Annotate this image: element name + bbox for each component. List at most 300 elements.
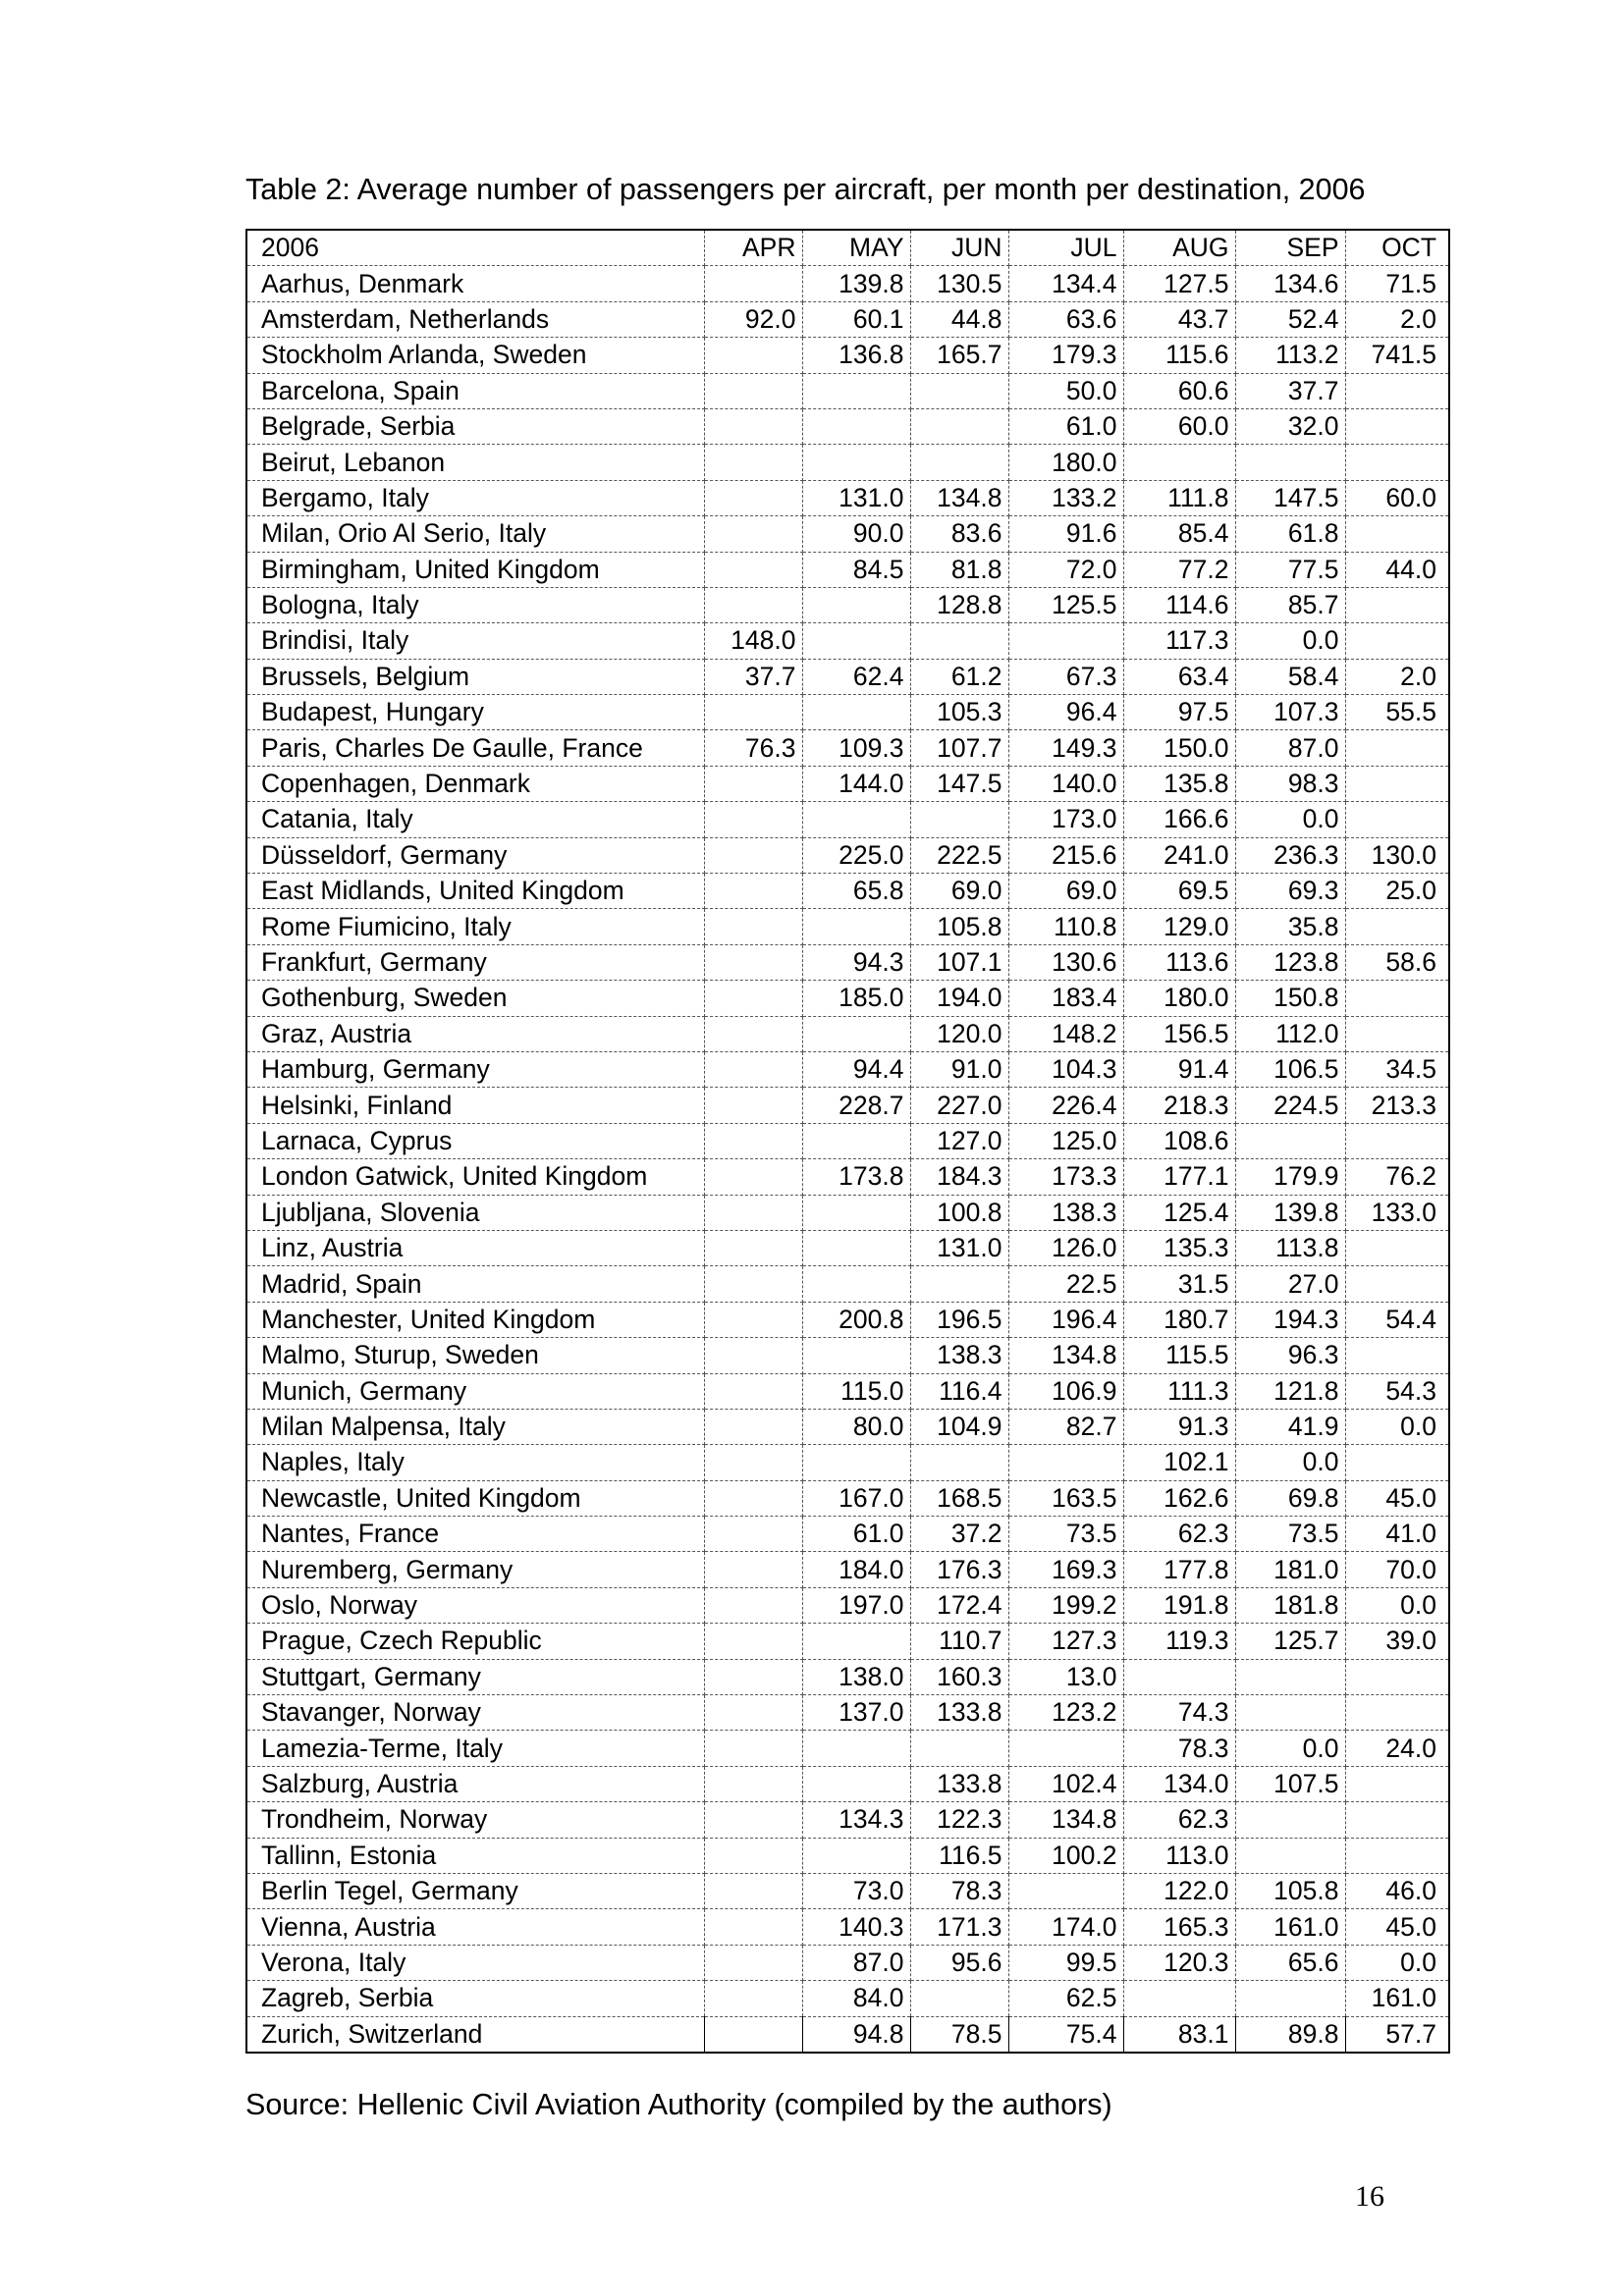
value-cell	[1345, 1695, 1449, 1731]
table-row	[246, 552, 1449, 587]
table-row	[246, 1123, 1449, 1158]
value-cell: 58.6	[1345, 944, 1449, 980]
table-row	[246, 1659, 1449, 1694]
value-cell: 97.5	[1123, 695, 1235, 730]
value-cell: 44.0	[1345, 552, 1449, 587]
value-cell: 69.8	[1235, 1480, 1345, 1516]
value-cell	[1345, 802, 1449, 837]
table-row	[246, 480, 1449, 515]
value-cell: 62.3	[1123, 1517, 1235, 1552]
value-cell: 127.3	[1008, 1624, 1123, 1659]
value-cell: 120.0	[910, 1016, 1008, 1051]
value-cell: 24.0	[1345, 1731, 1449, 1766]
value-cell	[704, 1373, 802, 1409]
value-cell: 32.0	[1235, 408, 1345, 444]
value-cell: 85.7	[1235, 587, 1345, 622]
value-cell	[704, 1480, 802, 1516]
value-cell	[704, 1445, 802, 1480]
value-cell: 161.0	[1235, 1909, 1345, 1945]
destination-cell: Zurich, Switzerland	[246, 2016, 704, 2053]
value-cell: 197.0	[802, 1587, 910, 1623]
value-cell: 116.4	[910, 1373, 1008, 1409]
value-cell: 78.3	[1123, 1731, 1235, 1766]
destination-cell: Zagreb, Serbia	[246, 1981, 704, 2016]
table-row	[246, 1802, 1449, 1838]
value-cell: 85.4	[1123, 516, 1235, 552]
value-cell: 168.5	[910, 1480, 1008, 1516]
table-row	[246, 408, 1449, 444]
table-row	[246, 1088, 1449, 1123]
value-cell: 61.0	[1008, 408, 1123, 444]
table-title: Table 2: Average number of passengers per aircraft, per month per destination, 2006	[245, 173, 1366, 206]
value-cell	[704, 445, 802, 480]
destination-cell: Bologna, Italy	[246, 587, 704, 622]
value-cell	[704, 1945, 802, 1980]
value-cell: 83.6	[910, 516, 1008, 552]
value-cell	[704, 944, 802, 980]
value-cell	[802, 1445, 910, 1480]
value-cell: 180.0	[1123, 981, 1235, 1016]
table-row	[246, 1873, 1449, 1908]
value-cell: 228.7	[802, 1088, 910, 1123]
value-cell: 113.6	[1123, 944, 1235, 980]
table-row	[246, 1195, 1449, 1230]
value-cell: 133.0	[1345, 1195, 1449, 1230]
value-cell: 179.9	[1235, 1159, 1345, 1195]
destination-cell: Amsterdam, Netherlands	[246, 301, 704, 337]
value-cell: 41.0	[1345, 1517, 1449, 1552]
value-cell: 81.8	[910, 552, 1008, 587]
destination-cell: Munich, Germany	[246, 1373, 704, 1409]
table-row	[246, 1517, 1449, 1552]
value-cell: 185.0	[802, 981, 910, 1016]
value-cell: 133.8	[910, 1695, 1008, 1731]
value-cell: 123.8	[1235, 944, 1345, 980]
table-row	[246, 587, 1449, 622]
value-cell: 60.1	[802, 301, 910, 337]
value-cell	[704, 1016, 802, 1051]
value-cell	[704, 766, 802, 801]
value-cell: 104.3	[1008, 1051, 1123, 1087]
table-row	[246, 1445, 1449, 1480]
value-cell: 27.0	[1235, 1266, 1345, 1302]
value-cell: 100.2	[1008, 1838, 1123, 1873]
value-cell: 63.4	[1123, 659, 1235, 694]
value-cell	[704, 552, 802, 587]
value-cell	[704, 1159, 802, 1195]
header-row	[246, 230, 1449, 266]
table-row	[246, 695, 1449, 730]
value-cell: 62.3	[1123, 1802, 1235, 1838]
destination-cell: Verona, Italy	[246, 1945, 704, 1980]
value-cell: 165.3	[1123, 1909, 1235, 1945]
value-cell: 173.0	[1008, 802, 1123, 837]
value-cell	[704, 695, 802, 730]
value-cell: 61.8	[1235, 516, 1345, 552]
value-cell: 177.1	[1123, 1159, 1235, 1195]
value-cell	[1345, 623, 1449, 659]
value-cell: 172.4	[910, 1587, 1008, 1623]
value-cell	[1235, 1695, 1345, 1731]
value-cell	[910, 445, 1008, 480]
value-cell	[704, 480, 802, 515]
value-cell: 65.6	[1235, 1945, 1345, 1980]
value-cell: 70.0	[1345, 1552, 1449, 1587]
value-cell: 61.2	[910, 659, 1008, 694]
value-cell: 0.0	[1235, 1445, 1345, 1480]
value-cell: 13.0	[1008, 1659, 1123, 1694]
header-cell: 2006	[246, 230, 704, 266]
value-cell	[704, 1302, 802, 1337]
destination-cell: Helsinki, Finland	[246, 1088, 704, 1123]
value-cell: 176.3	[910, 1552, 1008, 1587]
table-row	[246, 1587, 1449, 1623]
value-cell	[802, 909, 910, 944]
value-cell	[1345, 1230, 1449, 1265]
value-cell: 107.7	[910, 730, 1008, 766]
value-cell: 0.0	[1235, 802, 1345, 837]
value-cell: 140.0	[1008, 766, 1123, 801]
value-cell	[1008, 1731, 1123, 1766]
value-cell: 110.8	[1008, 909, 1123, 944]
value-cell: 134.3	[802, 1802, 910, 1838]
value-cell	[802, 1624, 910, 1659]
value-cell	[1345, 1016, 1449, 1051]
table-row	[246, 802, 1449, 837]
table-row	[246, 1016, 1449, 1051]
table-row	[246, 301, 1449, 337]
value-cell	[1345, 909, 1449, 944]
value-cell: 111.3	[1123, 1373, 1235, 1409]
value-cell: 0.0	[1345, 1945, 1449, 1980]
value-cell	[704, 1552, 802, 1587]
destination-cell: Larnaca, Cyprus	[246, 1123, 704, 1158]
value-cell	[1345, 1445, 1449, 1480]
value-cell	[704, 1051, 802, 1087]
destination-cell: Stockholm Arlanda, Sweden	[246, 338, 704, 373]
value-cell: 227.0	[910, 1088, 1008, 1123]
value-cell	[1345, 373, 1449, 408]
header-cell: OCT	[1345, 230, 1449, 266]
header-cell: JUL	[1008, 230, 1123, 266]
destination-cell: Stuttgart, Germany	[246, 1659, 704, 1694]
value-cell: 125.4	[1123, 1195, 1235, 1230]
table-row	[246, 1302, 1449, 1337]
destination-cell: Tallinn, Estonia	[246, 1838, 704, 1873]
destination-cell: Paris, Charles De Gaulle, France	[246, 730, 704, 766]
destination-cell: Vienna, Austria	[246, 1909, 704, 1945]
value-cell	[802, 623, 910, 659]
value-cell: 84.0	[802, 1981, 910, 2016]
value-cell: 0.0	[1345, 1587, 1449, 1623]
value-cell	[1235, 1981, 1345, 2016]
value-cell: 135.3	[1123, 1230, 1235, 1265]
value-cell: 180.7	[1123, 1302, 1235, 1337]
value-cell	[802, 1766, 910, 1801]
table-row	[246, 1266, 1449, 1302]
value-cell	[704, 874, 802, 909]
value-cell: 102.1	[1123, 1445, 1235, 1480]
value-cell: 78.3	[910, 1873, 1008, 1908]
value-cell: 126.0	[1008, 1230, 1123, 1265]
value-cell	[1123, 445, 1235, 480]
table-row	[246, 1051, 1449, 1087]
value-cell: 133.2	[1008, 480, 1123, 515]
value-cell: 183.4	[1008, 981, 1123, 1016]
header-cell: MAY	[802, 230, 910, 266]
value-cell: 184.3	[910, 1159, 1008, 1195]
destination-cell: Milan Malpensa, Italy	[246, 1409, 704, 1444]
value-cell	[1345, 981, 1449, 1016]
value-cell: 161.0	[1345, 1981, 1449, 2016]
value-cell	[1008, 1445, 1123, 1480]
table-row	[246, 1838, 1449, 1873]
value-cell: 52.4	[1235, 301, 1345, 337]
value-cell	[1345, 1838, 1449, 1873]
value-cell: 95.6	[910, 1945, 1008, 1980]
value-cell: 136.8	[802, 338, 910, 373]
destination-cell: Nantes, France	[246, 1517, 704, 1552]
value-cell: 77.2	[1123, 552, 1235, 587]
value-cell: 105.3	[910, 695, 1008, 730]
value-cell	[910, 1981, 1008, 2016]
value-cell: 74.3	[1123, 1695, 1235, 1731]
table-row	[246, 944, 1449, 980]
value-cell: 139.8	[1235, 1195, 1345, 1230]
value-cell: 108.6	[1123, 1123, 1235, 1158]
value-cell	[1345, 1659, 1449, 1694]
value-cell	[802, 1838, 910, 1873]
value-cell: 147.5	[1235, 480, 1345, 515]
value-cell	[704, 1230, 802, 1265]
value-cell	[910, 1266, 1008, 1302]
destination-cell: Catania, Italy	[246, 802, 704, 837]
value-cell: 115.0	[802, 1373, 910, 1409]
table-row	[246, 1731, 1449, 1766]
destination-cell: Stavanger, Norway	[246, 1695, 704, 1731]
value-cell: 65.8	[802, 874, 910, 909]
value-cell: 241.0	[1123, 837, 1235, 873]
value-cell: 125.7	[1235, 1624, 1345, 1659]
value-cell: 199.2	[1008, 1587, 1123, 1623]
value-cell	[704, 2016, 802, 2053]
value-cell	[802, 1731, 910, 1766]
value-cell	[704, 1338, 802, 1373]
value-cell: 160.3	[910, 1659, 1008, 1694]
value-cell	[704, 266, 802, 301]
table-row	[246, 730, 1449, 766]
value-cell: 73.0	[802, 1873, 910, 1908]
value-cell: 34.5	[1345, 1051, 1449, 1087]
header-cell: APR	[704, 230, 802, 266]
value-cell: 741.5	[1345, 338, 1449, 373]
value-cell: 144.0	[802, 766, 910, 801]
value-cell	[704, 516, 802, 552]
value-cell: 218.3	[1123, 1088, 1235, 1123]
value-cell: 77.5	[1235, 552, 1345, 587]
value-cell: 112.0	[1235, 1016, 1345, 1051]
destination-cell: Linz, Austria	[246, 1230, 704, 1265]
destination-cell: Ljubljana, Slovenia	[246, 1195, 704, 1230]
value-cell: 92.0	[704, 301, 802, 337]
value-cell: 134.4	[1008, 266, 1123, 301]
value-cell: 105.8	[1235, 1873, 1345, 1908]
value-cell: 69.3	[1235, 874, 1345, 909]
value-cell	[704, 1731, 802, 1766]
value-cell: 57.7	[1345, 2016, 1449, 2053]
destination-cell: Brindisi, Italy	[246, 623, 704, 659]
table-row	[246, 837, 1449, 873]
destination-cell: Graz, Austria	[246, 1016, 704, 1051]
destination-cell: Belgrade, Serbia	[246, 408, 704, 444]
table-row	[246, 338, 1449, 373]
value-cell	[1123, 1659, 1235, 1694]
value-cell: 181.0	[1235, 1552, 1345, 1587]
value-cell	[802, 695, 910, 730]
table-row	[246, 1480, 1449, 1516]
value-cell: 134.8	[910, 480, 1008, 515]
table-row	[246, 1766, 1449, 1801]
value-cell	[704, 1873, 802, 1908]
value-cell: 98.3	[1235, 766, 1345, 801]
value-cell: 113.0	[1123, 1838, 1235, 1873]
value-cell	[704, 1266, 802, 1302]
value-cell: 156.5	[1123, 1016, 1235, 1051]
value-cell: 125.0	[1008, 1123, 1123, 1158]
value-cell	[704, 1088, 802, 1123]
destination-cell: Barcelona, Spain	[246, 373, 704, 408]
value-cell	[704, 1409, 802, 1444]
table-row	[246, 1909, 1449, 1945]
value-cell: 60.0	[1345, 480, 1449, 515]
destination-cell: Milan, Orio Al Serio, Italy	[246, 516, 704, 552]
value-cell: 62.4	[802, 659, 910, 694]
destination-cell: Hamburg, Germany	[246, 1051, 704, 1087]
value-cell	[704, 1123, 802, 1158]
value-cell: 73.5	[1008, 1517, 1123, 1552]
value-cell: 115.6	[1123, 338, 1235, 373]
value-cell	[1345, 1338, 1449, 1373]
destination-cell: Beirut, Lebanon	[246, 445, 704, 480]
value-cell: 110.7	[910, 1624, 1008, 1659]
value-cell: 119.3	[1123, 1624, 1235, 1659]
value-cell: 122.3	[910, 1802, 1008, 1838]
destination-cell: Lamezia-Terme, Italy	[246, 1731, 704, 1766]
value-cell: 37.7	[704, 659, 802, 694]
value-cell	[704, 1587, 802, 1623]
destination-cell: Salzburg, Austria	[246, 1766, 704, 1801]
value-cell: 73.5	[1235, 1517, 1345, 1552]
passengers-table	[245, 229, 1450, 2054]
table-row	[246, 874, 1449, 909]
value-cell: 84.5	[802, 552, 910, 587]
value-cell	[802, 1016, 910, 1051]
value-cell: 194.3	[1235, 1302, 1345, 1337]
value-cell	[1345, 766, 1449, 801]
value-cell: 148.2	[1008, 1016, 1123, 1051]
table-row	[246, 623, 1449, 659]
value-cell: 113.8	[1235, 1230, 1345, 1265]
table-row	[246, 1945, 1449, 1980]
value-cell: 87.0	[1235, 730, 1345, 766]
value-cell: 140.3	[802, 1909, 910, 1945]
value-cell: 180.0	[1008, 445, 1123, 480]
destination-cell: East Midlands, United Kingdom	[246, 874, 704, 909]
value-cell: 45.0	[1345, 1480, 1449, 1516]
value-cell: 149.3	[1008, 730, 1123, 766]
destination-cell: Prague, Czech Republic	[246, 1624, 704, 1659]
value-cell: 94.4	[802, 1051, 910, 1087]
value-cell: 104.9	[910, 1409, 1008, 1444]
value-cell	[1345, 1802, 1449, 1838]
value-cell: 162.6	[1123, 1480, 1235, 1516]
value-cell: 236.3	[1235, 837, 1345, 873]
value-cell: 82.7	[1008, 1409, 1123, 1444]
value-cell: 122.0	[1123, 1873, 1235, 1908]
value-cell: 226.4	[1008, 1088, 1123, 1123]
table-row	[246, 373, 1449, 408]
value-cell: 54.4	[1345, 1302, 1449, 1337]
destination-cell: Bergamo, Italy	[246, 480, 704, 515]
value-cell: 129.0	[1123, 909, 1235, 944]
table-row	[246, 266, 1449, 301]
value-cell: 72.0	[1008, 552, 1123, 587]
value-cell: 191.8	[1123, 1587, 1235, 1623]
destination-cell: Brussels, Belgium	[246, 659, 704, 694]
value-cell: 120.3	[1123, 1945, 1235, 1980]
value-cell: 109.3	[802, 730, 910, 766]
value-cell: 107.3	[1235, 695, 1345, 730]
table-row	[246, 1624, 1449, 1659]
value-cell	[802, 587, 910, 622]
table-row	[246, 1230, 1449, 1265]
value-cell	[1235, 1838, 1345, 1873]
table-row	[246, 659, 1449, 694]
table-row	[246, 2016, 1449, 2053]
value-cell: 54.3	[1345, 1373, 1449, 1409]
value-cell: 134.6	[1235, 266, 1345, 301]
value-cell: 102.4	[1008, 1766, 1123, 1801]
value-cell: 171.3	[910, 1909, 1008, 1945]
value-cell: 78.5	[910, 2016, 1008, 2053]
value-cell: 130.6	[1008, 944, 1123, 980]
value-cell: 177.8	[1123, 1552, 1235, 1587]
value-cell: 60.6	[1123, 373, 1235, 408]
value-cell	[802, 1230, 910, 1265]
value-cell	[1345, 408, 1449, 444]
page-number: 16	[1355, 2180, 1384, 2213]
value-cell	[704, 837, 802, 873]
value-cell: 44.8	[910, 301, 1008, 337]
value-cell: 179.3	[1008, 338, 1123, 373]
value-cell	[802, 1123, 910, 1158]
value-cell: 139.8	[802, 266, 910, 301]
value-cell: 63.6	[1008, 301, 1123, 337]
value-cell: 60.0	[1123, 408, 1235, 444]
value-cell	[802, 408, 910, 444]
value-cell	[802, 445, 910, 480]
value-cell: 50.0	[1008, 373, 1123, 408]
value-cell	[704, 587, 802, 622]
value-cell: 184.0	[802, 1552, 910, 1587]
value-cell	[1008, 1873, 1123, 1908]
value-cell	[704, 338, 802, 373]
value-cell: 69.0	[910, 874, 1008, 909]
destination-cell: Newcastle, United Kingdom	[246, 1480, 704, 1516]
value-cell: 125.5	[1008, 587, 1123, 622]
value-cell: 134.0	[1123, 1766, 1235, 1801]
value-cell: 135.8	[1123, 766, 1235, 801]
